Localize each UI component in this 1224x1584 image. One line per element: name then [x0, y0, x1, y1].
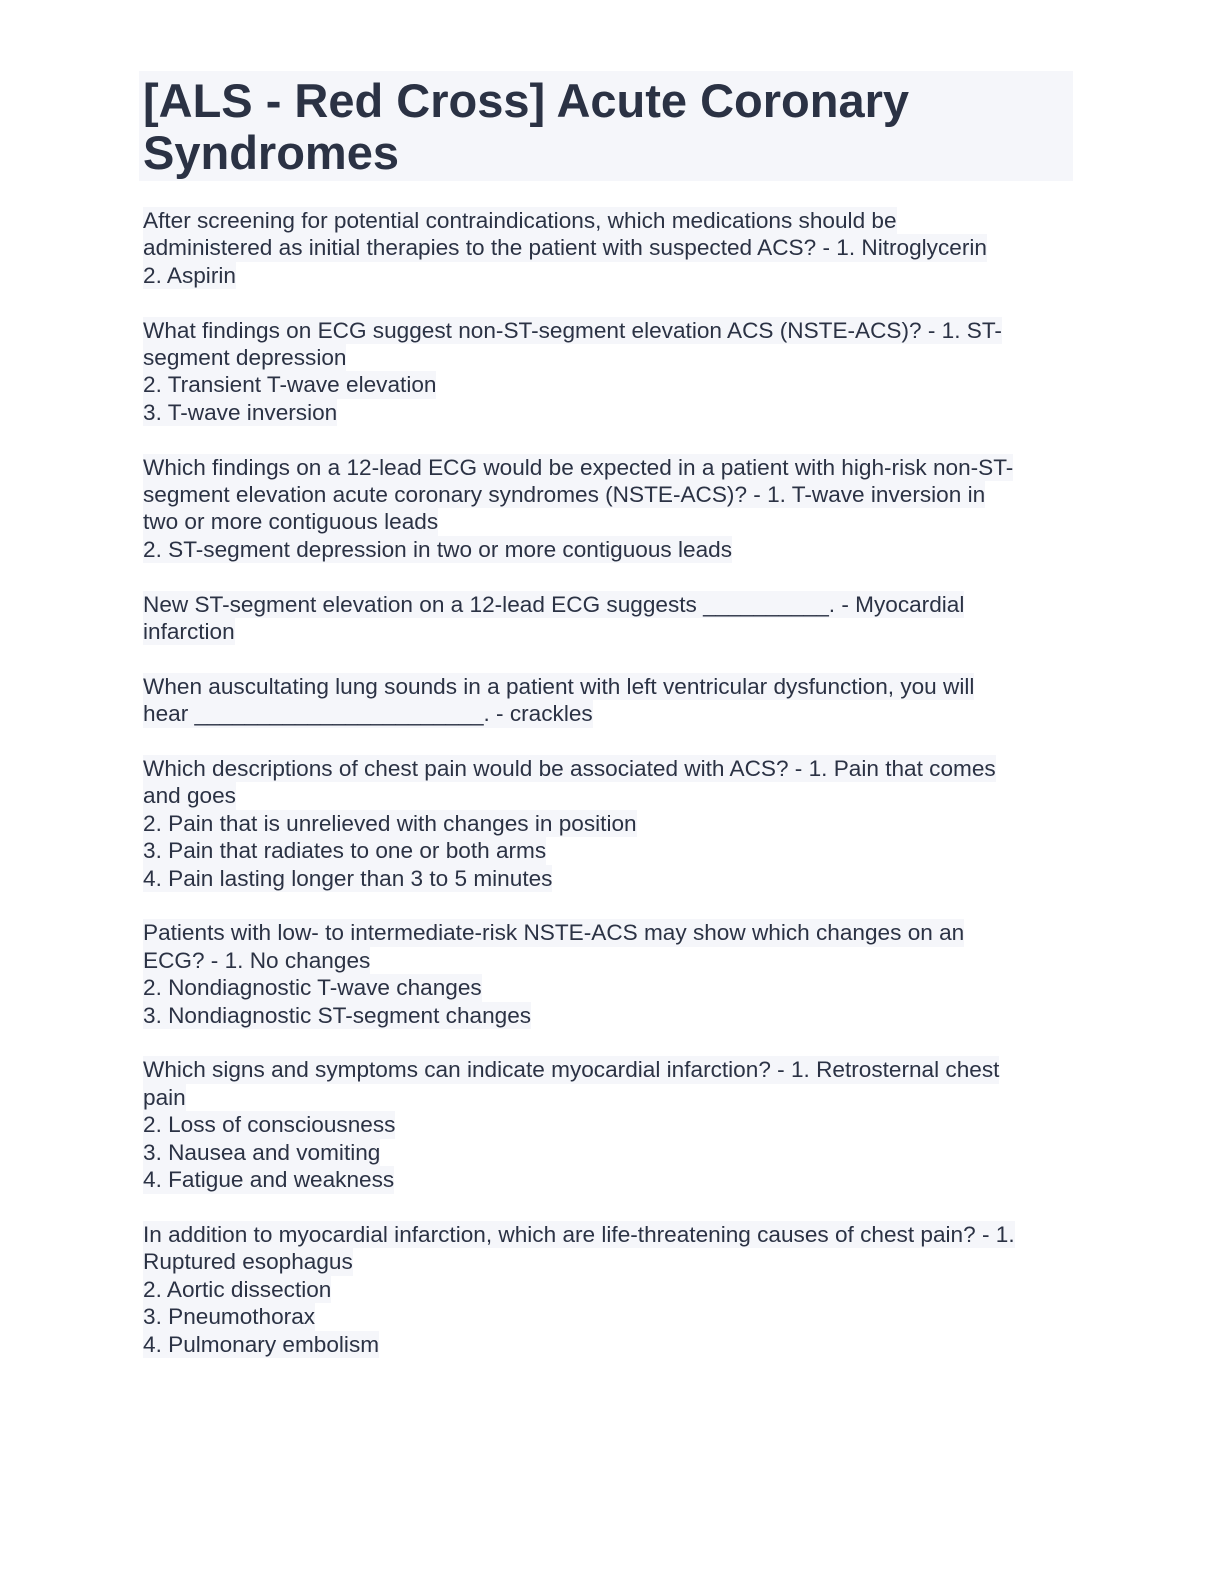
title-block: [139, 71, 1073, 181]
text-line: two or more contiguous leads: [143, 509, 439, 535]
text-line: 2. Pain that is unrelieved with changes in position: [143, 810, 637, 836]
text-line: Ruptured esophagus: [143, 1249, 353, 1275]
text-line: 4. Pulmonary embolism: [143, 1331, 380, 1357]
title-line: [ALS - Red Cross] Acute Coronary: [143, 74, 910, 127]
text-line: 3. Pain that radiates to one or both arms: [143, 838, 547, 864]
qa-item: [143, 1056, 1073, 1193]
text-line: Patients with low- to intermediate-risk NSTE-ACS may show which changes on an: [143, 920, 965, 946]
text-line: What findings on ECG suggest non-ST-segment elevation ACS (NSTE-ACS)? - 1. ST-: [143, 317, 1002, 343]
qa-item: [143, 755, 1073, 892]
page-title: [143, 71, 1069, 179]
qa-item: [143, 591, 1073, 646]
qa-list: [139, 207, 1073, 1358]
text-line: 2. Transient T-wave elevation: [143, 372, 437, 398]
text-line: 3. Pneumothorax: [143, 1304, 316, 1330]
text-line: 2. Aortic dissection: [143, 1276, 332, 1302]
text-line: 4. Fatigue and weakness: [143, 1167, 395, 1193]
qa-item: [143, 673, 1073, 728]
document-page: [139, 71, 1073, 1385]
title-line: Syndromes: [143, 126, 399, 179]
qa-item: [143, 207, 1073, 289]
text-line: 2. Loss of consciousness: [143, 1112, 396, 1138]
text-line: 3. Nausea and vomiting: [143, 1139, 381, 1165]
text-line: Which signs and symptoms can indicate myocardial infarction? - 1. Retrosternal chest: [143, 1057, 1000, 1083]
text-line: segment elevation acute coronary syndromes (NSTE-ACS)? - 1. T-wave inversion in: [143, 482, 986, 508]
text-line: 3. Nondiagnostic ST-segment changes: [143, 1002, 532, 1028]
text-line: ECG? - 1. No changes: [143, 947, 371, 973]
text-line: 2. Aspirin: [143, 262, 236, 288]
text-line: infarction: [143, 619, 235, 645]
text-line: When auscultating lung sounds in a patient with left ventricular dysfunction, you will: [143, 673, 975, 699]
text-line: administered as initial therapies to the patient with suspected ACS? - 1. Nitroglycerin: [143, 235, 987, 261]
qa-item: [143, 317, 1073, 427]
text-line: Which descriptions of chest pain would be associated with ACS? - 1. Pain that comes: [143, 756, 996, 782]
text-line: and goes: [143, 783, 236, 809]
text-line: pain: [143, 1084, 186, 1110]
text-line: 4. Pain lasting longer than 3 to 5 minutes: [143, 865, 553, 891]
text-line: segment depression: [143, 345, 347, 371]
text-line: In addition to myocardial infarction, which are life-threatening causes of chest pain? - 1.: [143, 1221, 1015, 1247]
qa-item: [143, 454, 1073, 564]
text-line: hear _______________________. - crackles: [143, 701, 593, 727]
text-line: 2. Nondiagnostic T-wave changes: [143, 975, 482, 1001]
text-line: 2. ST-segment depression in two or more contiguous leads: [143, 536, 733, 562]
text-line: New ST-segment elevation on a 12-lead ECG suggests __________. - Myocardial: [143, 591, 965, 617]
text-line: Which findings on a 12-lead ECG would be expected in a patient with high-risk non-ST-: [143, 454, 1014, 480]
qa-item: [143, 1221, 1073, 1358]
qa-item: [143, 919, 1073, 1029]
text-line: 3. T-wave inversion: [143, 399, 338, 425]
text-line: After screening for potential contraindications, which medications should be: [143, 208, 897, 233]
